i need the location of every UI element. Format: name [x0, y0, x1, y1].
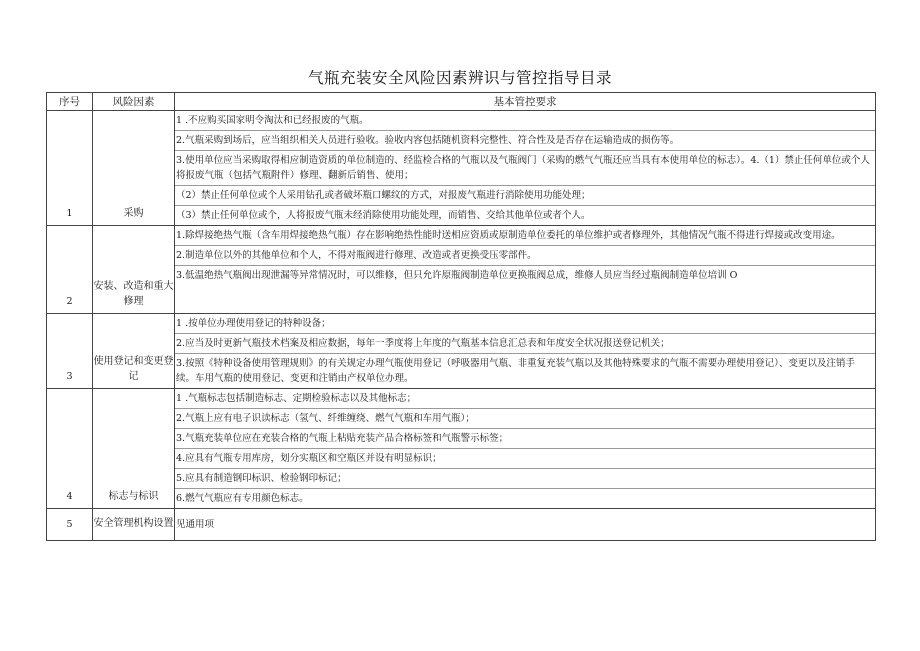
- requirements-cell: [175, 226, 876, 314]
- requirement-item: 2.气瓶上应有电子识读标志（氢气、纤维缠绕、燃气气瓶和车用气瓶）；: [175, 409, 875, 429]
- risk-control-table: [46, 92, 876, 541]
- header-no: 序号: [47, 93, 93, 111]
- requirement-item: 6.燃气气瓶应有专用颜色标志。: [176, 493, 309, 504]
- requirement-item: 1.除焊接绝热气瓶（含车用焊接绝热气瓶）存在影响绝热性能时送相应资质或原制造单位委托的单位维护或者修理外，其他情况气瓶不得进行焊接或改变用途。: [175, 226, 875, 246]
- table-row: [47, 389, 876, 509]
- risk-factor: 采购: [93, 111, 175, 226]
- requirement-item: （2）禁止任何单位或个人采用钻孔或者破坏瓶口螺纹的方式，对报废气瓶进行消除使用功能处理；: [175, 186, 875, 206]
- risk-factor: 安全管理机构设置: [93, 509, 175, 541]
- requirements-cell: [175, 509, 876, 541]
- risk-factor: 使用登记和变更登记: [93, 314, 175, 389]
- row-number: 2: [47, 226, 93, 314]
- table-row: [47, 509, 876, 541]
- requirement-item: 3.低温绝热气瓶阀出现泄漏等异常情况时，可以维修，但只允许原瓶阀制造单位更换瓶阀总成，维修人员应当经过瓶阀制造单位培训 O: [176, 270, 738, 281]
- requirements-cell: [175, 314, 876, 389]
- table-row: [47, 314, 876, 389]
- requirement-item: 3.气瓶充装单位应在充装合格的气瓶上粘贴充装产品合格标签和气瓶警示标签；: [175, 429, 875, 449]
- requirements-cell: [175, 111, 876, 226]
- table-row: [47, 111, 876, 226]
- requirement-item: 1 .不应购买国家明令淘汰和已经报废的气瓶。: [175, 111, 875, 131]
- requirement-item: 1 .气瓶标志包括制造标志、定期检验标志以及其他标志；: [175, 389, 875, 409]
- requirement-item: 2.制造单位以外的其他单位和个人，不得对瓶阀进行修理、改造或者更换受压零部件。: [175, 246, 875, 266]
- requirement-item: 4.应具有气瓶专用库房，划分实瓶区和空瓶区并设有明显标识；: [175, 449, 875, 469]
- header-requirements: 基本管控要求: [175, 93, 876, 111]
- requirement-item: 3.使用单位应当采购取得相应制造资质的单位制造的、经监检合格的气瓶以及气瓶阀门（采购的燃气气瓶还应当具有本使用单位的标志）。4.（1）禁止任何单位或个人将报废气瓶（包括气瓶附件）修理、翻新后销售、使用；: [175, 151, 875, 186]
- row-number: 4: [47, 389, 93, 509]
- requirement-item: 见通用项: [176, 519, 215, 530]
- requirement-item: 2.应当及时更新气瓶技术档案及相应数据，每年一季度将上年度的气瓶基本信息汇总表和年度安全状况报送登记机关；: [175, 334, 875, 354]
- requirement-item: 5.应具有制造钢印标识、检验钢印标记；: [175, 469, 875, 489]
- requirement-item: 2.气瓶采购到场后，应当组织相关人员进行验收。验收内容包括随机资料完整性、符合性及是否存在运输造成的损伤等。: [175, 131, 875, 151]
- requirement-item: 3.按照《特种设备使用管理规则》的有关规定办理气瓶使用登记（呼吸器用气瓶、非重复充装气瓶以及其他特殊要求的气瓶不需要办理使用登记）、变更以及注销手续。车用气瓶的使用登记、变更和注销由产权单位办理。: [176, 358, 855, 384]
- risk-factor: 标志与标识: [93, 389, 175, 509]
- requirements-cell: [175, 389, 876, 509]
- table-header-row: [47, 93, 876, 111]
- page-title: 气瓶充装安全风险因素辨识与管控指导目录: [307, 69, 612, 87]
- requirement-item: 1 .按单位办理使用登记的特种设备；: [175, 314, 875, 334]
- requirement-item: （3）禁止任何单位或个，人将报废气瓶未经消除使用功能处理，而销售、交给其他单位或者个人。: [176, 210, 591, 221]
- table-row: [47, 226, 876, 314]
- risk-factor: 安装、改造和重大修理: [93, 226, 175, 314]
- row-number: 3: [47, 314, 93, 389]
- row-number: 1: [47, 111, 93, 226]
- row-number: 5: [47, 509, 93, 541]
- header-risk: 风险因素: [93, 93, 175, 111]
